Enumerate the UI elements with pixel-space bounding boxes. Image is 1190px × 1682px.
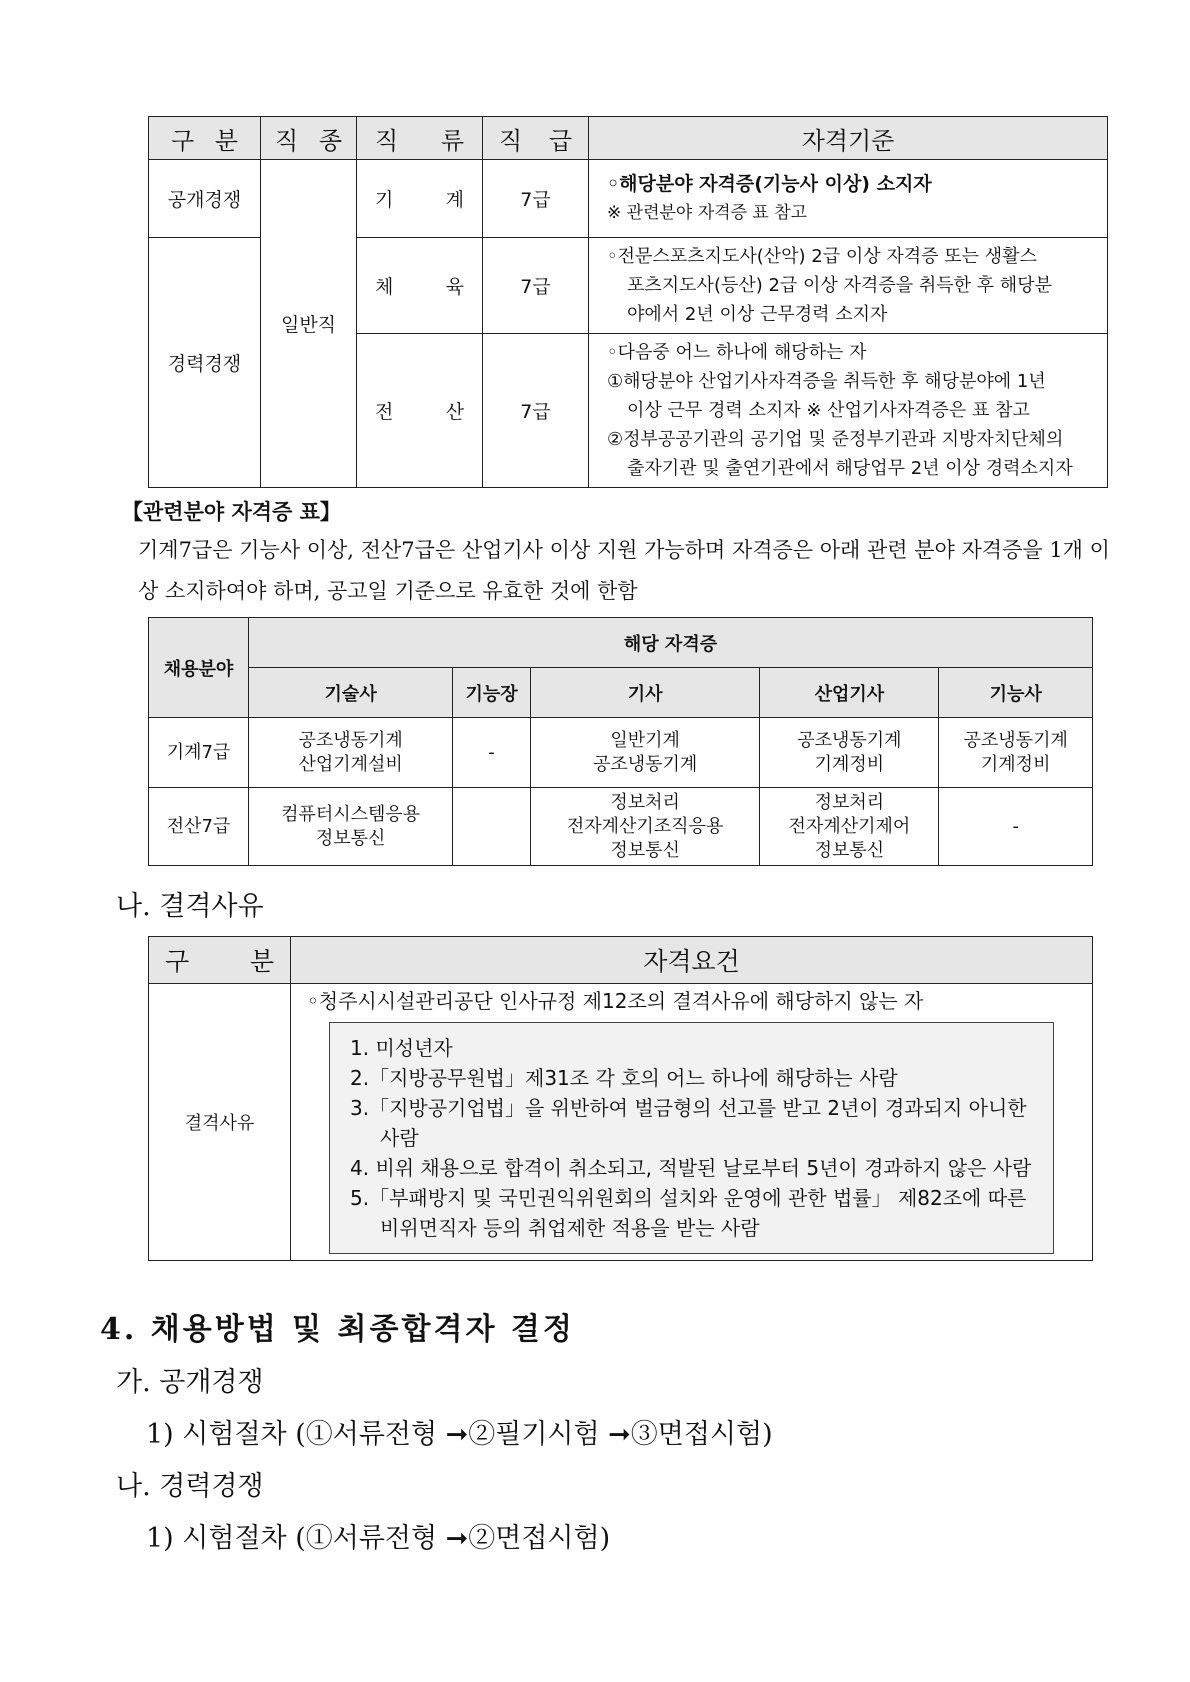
header-job-type: 직 종 bbox=[261, 117, 357, 160]
cert-cell bbox=[453, 788, 531, 866]
cert-line: 기계정비 bbox=[980, 753, 1051, 775]
criteria-line: 야에서 2년 이상 근무경력 소지자 bbox=[627, 304, 888, 325]
disq-item: 4. 비위 채용으로 합격이 취소되고, 적발된 날로부터 5년이 경과하지 않은 사람 bbox=[350, 1156, 1032, 1180]
criteria-cell bbox=[589, 334, 1108, 488]
header-job-series: 직 류 bbox=[357, 117, 483, 160]
disq-item: 2.「지방공무원법」제31조 각 호의 어느 하나에 해당하는 사람 bbox=[350, 1066, 898, 1090]
cert-line: - bbox=[1012, 815, 1019, 837]
criteria-line: ◦다음중 어느 하나에 해당하는 자 bbox=[607, 342, 867, 363]
disq-item: 1. 미성년자 bbox=[350, 1036, 453, 1060]
qualification-table bbox=[148, 116, 1108, 488]
section4-b1: 1) 시험절차 (①서류전형 ➞②면접시험) bbox=[146, 1523, 611, 1554]
disq-item: 5.「부패방지 및 국민권익위원회의 설치와 운영에 관한 법률」 제82조에 따른 비위면직자 등의 취업제한 적용을 받는 사람 bbox=[350, 1186, 1027, 1240]
header-cert: 기능장 bbox=[453, 668, 531, 718]
field-cell: 기계7급 bbox=[149, 718, 249, 788]
grade-cell: 7급 bbox=[483, 334, 589, 488]
cert-line: 정보통신 bbox=[315, 827, 386, 849]
cert-line: - bbox=[488, 741, 495, 763]
cert-line: 정보통신 bbox=[610, 839, 680, 861]
qualification-header-row bbox=[149, 117, 1108, 160]
field-char: 육 bbox=[445, 276, 464, 298]
cert-line: 공조냉동기계 bbox=[298, 729, 403, 751]
header-cert: 기사 bbox=[530, 668, 760, 718]
cert-table bbox=[148, 617, 1093, 866]
header-grade: 직 급 bbox=[483, 117, 589, 160]
section4-title: 4. 채용방법 및 최종합격자 결정 bbox=[100, 1312, 575, 1347]
cert-line: 정보통신 bbox=[814, 839, 885, 861]
criteria-note: ※ 관련분야 자격증 표 참고 bbox=[607, 202, 808, 223]
criteria-line: 이상 근무 경력 소지자 ※ 산업기사자격증은 표 참고 bbox=[627, 400, 1030, 421]
cert-line: 공조냉동기계 bbox=[963, 729, 1068, 751]
field-char: 기 bbox=[375, 189, 394, 211]
cert-header-row bbox=[149, 618, 1093, 668]
cert-cell bbox=[939, 718, 1093, 788]
cert-line: 일반기계 bbox=[610, 729, 680, 751]
cert-line: 정보처리 bbox=[814, 791, 885, 813]
cert-subheader-row bbox=[149, 668, 1093, 718]
criteria-line: ①해당분야 산업기사자격증을 취득한 후 해당분야에 1년 bbox=[607, 371, 1046, 392]
cert-line: 전자계산기제어 bbox=[788, 815, 911, 837]
cert-cell bbox=[530, 718, 760, 788]
header-criteria: 자격기준 bbox=[589, 117, 1108, 160]
job-type-cell: 일반직 bbox=[261, 160, 357, 488]
disq-heading: 나. 결격사유 bbox=[116, 891, 264, 922]
section4-b: 나. 경력경쟁 bbox=[116, 1471, 264, 1502]
criteria-line: ②정부공공기관의 공기업 및 준정부기관과 지방자치단체의 bbox=[607, 429, 1064, 450]
cert-cell bbox=[760, 788, 939, 866]
header-requirement: 자격요건 bbox=[291, 937, 1093, 984]
field-char: 산 bbox=[445, 401, 464, 423]
header-cert-group: 해당 자격증 bbox=[249, 618, 1093, 668]
table-row bbox=[149, 984, 1093, 1261]
criteria-main: ◦해당분야 자격증(기능사 이상) 소지자 bbox=[607, 172, 932, 195]
cert-line: 기계정비 bbox=[814, 753, 885, 775]
criteria-cell bbox=[589, 238, 1108, 334]
cert-line: 산업기계설비 bbox=[298, 753, 403, 775]
criteria-cell bbox=[589, 160, 1108, 238]
disq-item: 3.「지방공기업법」을 위반하여 벌금형의 선고를 받고 2년이 경과되지 아니한 사람 bbox=[350, 1096, 1027, 1150]
header-category: 구 분 bbox=[149, 117, 261, 160]
cert-cell bbox=[939, 788, 1093, 866]
cert-cell bbox=[453, 718, 531, 788]
header-field: 채용분야 bbox=[149, 618, 249, 718]
table-row bbox=[149, 788, 1093, 866]
disq-label: 결격사유 bbox=[149, 984, 291, 1261]
grade-cell: 7급 bbox=[483, 238, 589, 334]
cert-line: 공조냉동기계 bbox=[592, 753, 698, 775]
field-cell: 전산7급 bbox=[149, 788, 249, 866]
criteria-line: 출자기관 및 출연기관에서 해당업무 2년 이상 경력소지자 bbox=[627, 458, 1073, 479]
table-row bbox=[149, 160, 1108, 238]
cert-line: 공조냉동기계 bbox=[797, 729, 902, 751]
disq-content bbox=[291, 984, 1093, 1261]
field-char: 전 bbox=[375, 401, 394, 423]
cert-cell bbox=[249, 718, 453, 788]
field-cell bbox=[357, 238, 483, 334]
cert-line: 정보처리 bbox=[610, 791, 680, 813]
cert-cell bbox=[530, 788, 760, 866]
field-char: 계 bbox=[445, 189, 464, 211]
header-category: 구 분 bbox=[149, 937, 291, 984]
related-body: 기계7급은 기능사 이상, 전산7급은 산업기사 이상 지원 가능하며 자격증은 아래 관련 분야 자격증을 1개 이상 소지하여야 하며, 공고일 기준으로 유효한 것에 한함 bbox=[138, 538, 1110, 603]
group-career: 경력경쟁 bbox=[149, 238, 261, 488]
disq-header-row bbox=[149, 937, 1093, 984]
cert-line: 컴퓨터시스템응용 bbox=[281, 803, 421, 825]
field-char: 체 bbox=[375, 276, 394, 298]
criteria-line: 포츠지도사(등산) 2급 이상 자격증을 취득한 후 해당분 bbox=[627, 275, 1052, 296]
grade-cell: 7급 bbox=[483, 160, 589, 238]
field-cell bbox=[357, 334, 483, 488]
related-title: 【관련분야 자격증 표】 bbox=[122, 499, 341, 524]
disq-table bbox=[148, 936, 1093, 1261]
group-open: 공개경쟁 bbox=[149, 160, 261, 238]
header-cert: 산업기사 bbox=[760, 668, 939, 718]
field-cell bbox=[357, 160, 483, 238]
cert-line: 전자계산기조직응용 bbox=[566, 815, 724, 837]
header-cert: 기술사 bbox=[249, 668, 453, 718]
disq-intro: ◦청주시시설관리공단 인사규정 제12조의 결격사유에 해당하지 않는 자 bbox=[307, 989, 924, 1013]
cert-cell bbox=[760, 718, 939, 788]
section4-a: 가. 공개경쟁 bbox=[116, 1367, 264, 1398]
header-cert: 기능사 bbox=[939, 668, 1093, 718]
table-row bbox=[149, 718, 1093, 788]
criteria-line: ◦전문스포츠지도사(산악) 2급 이상 자격증 또는 생활스 bbox=[607, 246, 1037, 267]
cert-cell bbox=[249, 788, 453, 866]
disq-box bbox=[329, 1022, 1054, 1254]
section4-a1: 1) 시험절차 (①서류전형 ➞②필기시험 ➞③면접시험) bbox=[146, 1419, 773, 1450]
